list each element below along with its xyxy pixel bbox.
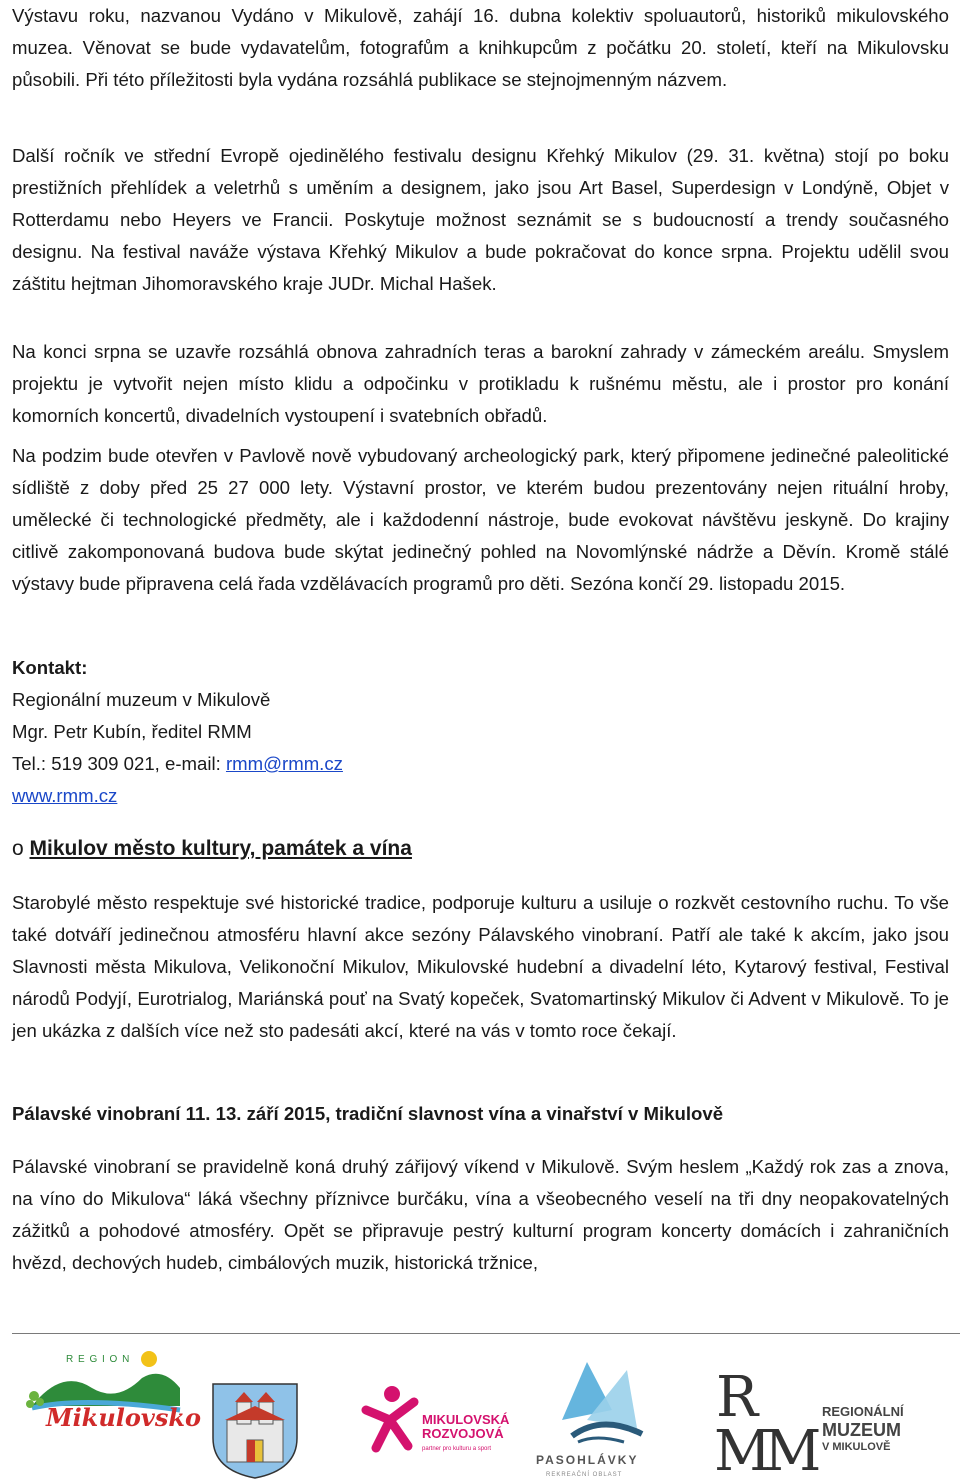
partner-logos xyxy=(0,1340,960,1480)
sun-icon xyxy=(141,1351,157,1367)
pas-logo-sub: REKREAČNÍ OBLAST xyxy=(546,1472,623,1478)
rmm-logo-r: R xyxy=(716,1365,759,1430)
mr-logo-sub: partner pro kulturu a sport xyxy=(422,1446,492,1452)
contact-block xyxy=(12,652,343,812)
contact-phone-line xyxy=(12,748,343,780)
rmm-logo-m2: M xyxy=(764,1419,822,1480)
mr-logo-line2: ROZVOJOVÁ xyxy=(422,1426,504,1441)
section-heading-mikulov xyxy=(12,833,412,865)
paragraph-design-festival: Další ročník ve střední Evropě ojedinělého festivalu designu Křehký Mikulov (29. 31. května) stojí po boku prestižních přehlídek a veletrhů s uměním a designem, jako jsou Art Basel, Superdesign v Londýně, Objet v Rotterdamu nebo Heyers ve Francii. Poskytuje možnost seznámit se s budoucností a trendy současného designu. Na festival naváže výstava Křehký Mikulov a bude pokračovat do konce srpna. Projektu udělil svou záštitu hejtman Jihomoravského kraje JUDr. Michal Hašek. xyxy=(12,145,949,294)
heading-wine-harvest: Pálavské vinobraní 11. 13. září 2015, tradiční slavnost vína a vinařství v Mikulově xyxy=(12,1103,724,1124)
paragraph-exhibition: Výstavu roku, nazvanou Vydáno v Mikulově, zahájí 16. dubna kolektiv spoluautorů, historiků mikulovského muzea. Věnovat se bude vydavatelům, fotografům a knihkupcům z počátku 20. století, kteří na Mikulovsku působili. Při této příležitosti byla vydána rozsáhlá publikace se stejnojmenným názvem. xyxy=(12,5,949,90)
paragraph-mikulov-culture: Starobylé město respektuje své historické tradice, podporuje kulturu a usiluje o rozkvět cestovního ruchu. To vše také dotváří jedinečnou atmosféru hlavní akce sezóny Pálavského vinobraní. Patří ale také k akcím, jako jsou Slavnosti města Mikulova, Velikonoční Mikulov, Mikulovské hudební a divadelní léto, Kytarový festival, Festival národů Podyjí, Eurotrialog, Mariánská pouť na Svatý kopeček, Svatomartinský Mikulov či Advent v Mikulově. To je jen ukázka z dalších více než sto padesáti akcí, které na vás v tomto roce čekají. xyxy=(12,892,949,1041)
rmm-logo-line3: V MIKULOVĚ xyxy=(822,1441,891,1453)
mr-logo-line1: MIKULOVSKÁ xyxy=(422,1412,510,1427)
paragraph-wine-harvest: Pálavské vinobraní se pravidelně koná druhý zářijový víkend v Mikulově. Svým heslem „Každý rok zas a znova, na víno do Mikulova“ láká všechny příznivce burčáku, vína a všeobecného veselí na tři dny neopakovatelných zážitků a pohodové atmosféry. Opět se připravuje pestrý kulturní program koncerty domácích i zahraničních hvězd, dechových hudeb, cimbálových muzik, historická tržnice, xyxy=(12,1156,949,1273)
contact-heading: Kontakt: xyxy=(12,657,88,678)
region-logo-name: Mikulovsko xyxy=(46,1403,201,1432)
section-title: Mikulov město kultury, památek a vína xyxy=(29,837,412,860)
section-bullet: o xyxy=(12,837,24,860)
pasohlavky-logo xyxy=(532,1350,662,1478)
mikulov-coat-of-arms xyxy=(205,1380,305,1480)
paragraph-garden-renovation: Na konci srpna se uzavře rozsáhlá obnova zahradních teras a barokní zahrady v zámeckém areálu. Smyslem projektu je vytvořit nejen místo klidu a odpočinku v protikladu k rušnému městu, ale i prostor pro konání komorních koncertů, divadelních vystoupení i svatebních obřadů. xyxy=(12,341,949,426)
rmm-logo-line1: REGIONÁLNÍ xyxy=(822,1404,904,1419)
rmm-logo-m: M xyxy=(714,1419,772,1480)
contact-person: Mgr. Petr Kubín, ředitel RMM xyxy=(12,721,252,742)
paragraph-archeological-park: Na podzim bude otevřen v Pavlově nově vybudovaný archeologický park, který připomene jedinečné paleolitické sídliště z doby před 25 27 000 lety. Výstavní prostor, ve kterém budou prezentovány nejen rituální hroby, umělecké či technologické předměty, ale i každodenní nástroje, bude evokovat návštěvu jeskyně. Do krajiny citlivě zakomponovaná budova bude skýtat jedinečný pohled na Novomlýnské nádrže a Děvín. Kromě stálé výstavy bude připravena celá řada vzdělávacích programů pro děti. Sezóna končí 29. listopadu 2015. xyxy=(12,445,949,594)
region-mikulovsko-logo xyxy=(22,1348,201,1436)
contact-phone: Tel.: 519 309 021, e-mail: xyxy=(12,753,226,774)
footer-divider xyxy=(12,1333,960,1334)
region-logo-top-text: R E G I O N xyxy=(66,1354,131,1365)
contact-organization: Regionální muzeum v Mikulově xyxy=(12,689,271,710)
contact-web-link[interactable]: www.rmm.cz xyxy=(12,785,118,806)
mikulovska-rozvojova-logo xyxy=(360,1380,520,1460)
rmm-logo xyxy=(714,1365,944,1480)
figure-head-icon xyxy=(384,1386,400,1402)
rmm-logo-line2: MUZEUM xyxy=(822,1420,901,1440)
pas-logo-name: PASOHLÁVKY xyxy=(536,1453,639,1467)
contact-email-link[interactable]: rmm@rmm.cz xyxy=(225,753,343,774)
